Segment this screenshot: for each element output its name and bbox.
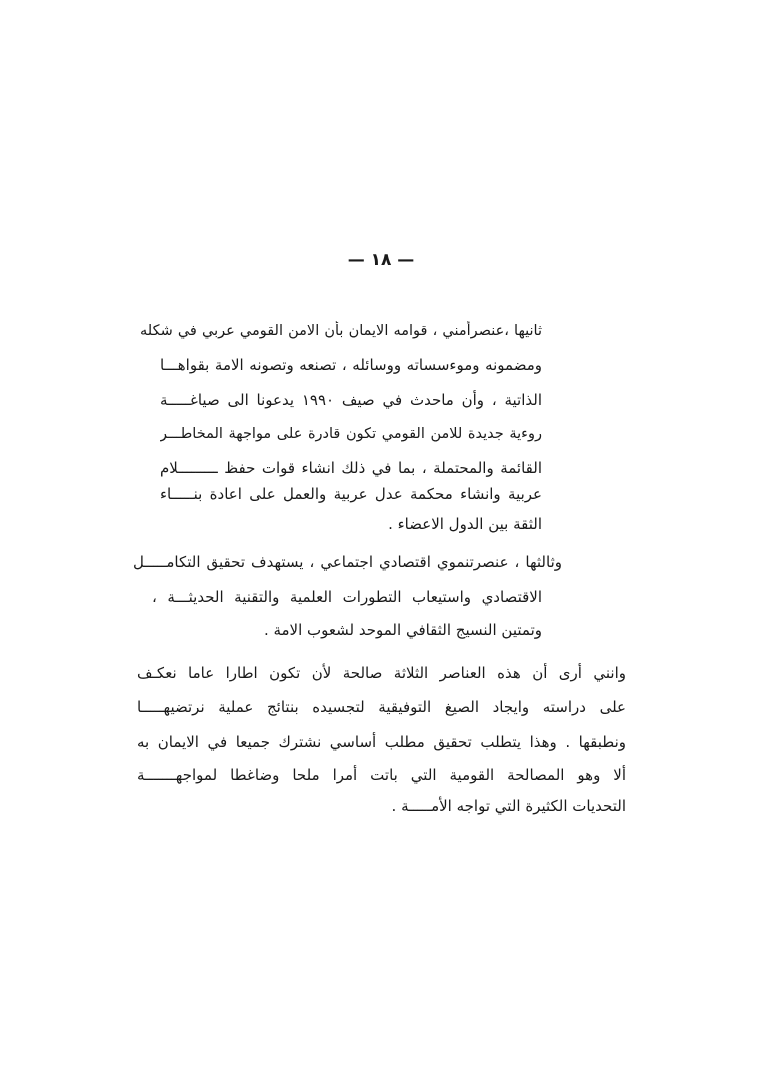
paragraph-1-line-4: روءية جديدة للامن القومي تكون قادرة على مواجهة المخاطـــر (160, 426, 542, 442)
paragraph-3-line-5: التحديات الكثيرة التي تواجه الأمـــــة . (391, 797, 626, 815)
paragraph-1-line-3: الذاتية ، وأن ماحدث في صيف ١٩٩٠ يدعونا الى صياغـــــة (160, 391, 542, 409)
paragraph-1-line-2: ومضمونه وموءسساته ووسائله ، تصنعه وتصونه الامة بقواهـــا (160, 356, 542, 374)
paragraph-3-line-4: ألا وهو المصالحة القومية التي باتت أمرا ملحا وضاغطا لمواجهـــــــة (137, 766, 626, 784)
paragraph-3-line-2: على دراسته وايجاد الصيغ التوفيقية لتجسيده بنتائج عملية نرتضيهـــــا (137, 698, 626, 716)
paragraph-3-line-1: وانني أرى أن هذه العناصر الثلاثة صالحة لأن تكون اطارا عاما نعكـف (137, 664, 626, 682)
page-number: — ١٨ — (347, 250, 415, 270)
paragraph-2-line-3: وتمتين النسيج الثقافي الموحد لشعوب الامة . (263, 621, 542, 639)
paragraph-3-line-3: ونطبقها . وهذا يتطلب تحقيق مطلب أساسي نشترك جميعا في الايمان به (137, 733, 626, 751)
paragraph-2-line-2: الاقتصادي واستيعاب التطورات العلمية والتقنية الحديثـــة ، (152, 588, 542, 606)
paragraph-2-line-1: وثالثها ، عنصرتنموي اقتصادي اجتماعي ، يستهدف تحقيق التكامـــــل (133, 553, 562, 571)
paragraph-1-line-5: القائمة والمحتملة ، بما في ذلك انشاء قوات حفظ ـــــــــلام (160, 459, 542, 477)
paragraph-1-line-1: ثانيها ،عنصرأمني ، قوامه الايمان بأن الامن القومي عربي في شكله (140, 323, 542, 339)
paragraph-1-line-7: الثقة بين الدول الاعضاء . (388, 515, 542, 533)
paragraph-1-line-6: عربية وانشاء محكمة عدل عربية والعمل على اعادة بنـــــاء (160, 485, 542, 503)
